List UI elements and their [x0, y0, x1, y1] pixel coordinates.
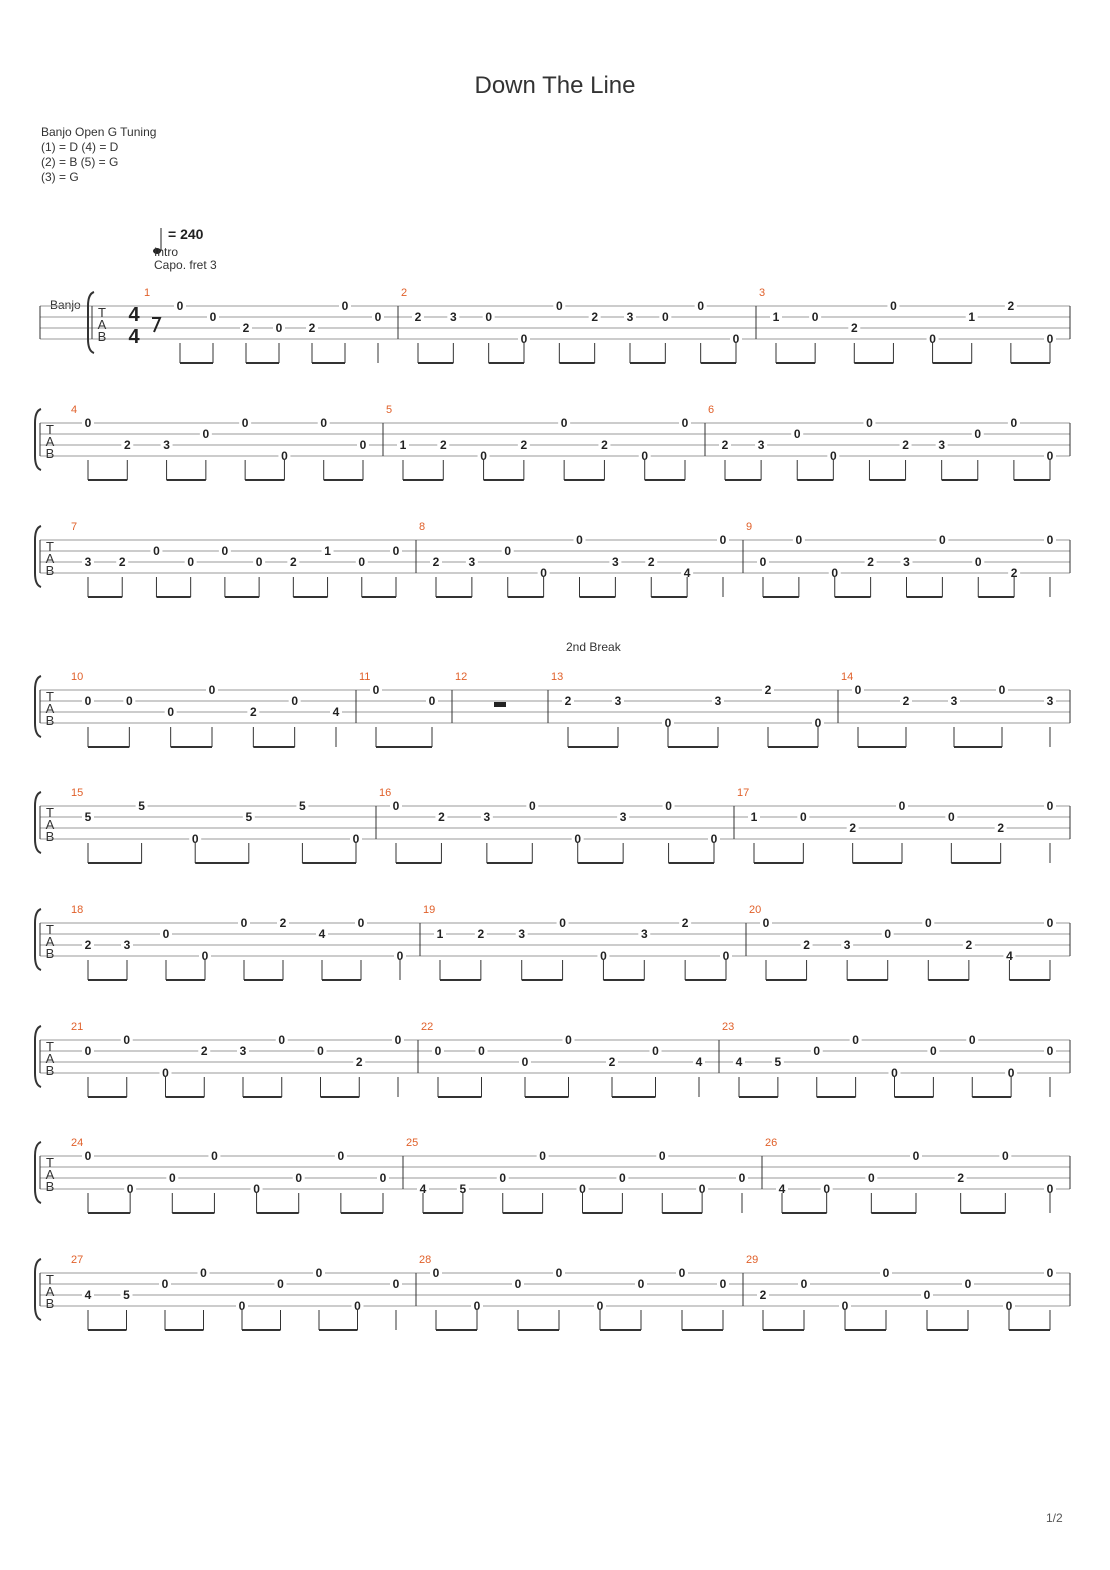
fret-number: 2: [279, 916, 287, 930]
tab-letter: T: [46, 1039, 54, 1054]
fret-number: 2: [520, 438, 528, 452]
fret-number: 0: [358, 555, 366, 569]
fret-number: 0: [499, 1171, 507, 1185]
measure-number: 22: [421, 1021, 434, 1033]
tuning-line: (1) = D (4) = D: [41, 140, 119, 154]
fret-number: 2: [591, 310, 599, 324]
fret-number: 0: [1046, 533, 1054, 547]
fret-number: 0: [559, 916, 566, 930]
tempo-bpm: 240: [180, 226, 204, 242]
fret-number: 2: [965, 938, 973, 952]
fret-number: 0: [854, 683, 862, 697]
fret-number: 0: [434, 1044, 442, 1058]
fret-number: 0: [428, 694, 436, 708]
tab-letter: A: [45, 1284, 55, 1299]
fret-number: 0: [1007, 1066, 1015, 1080]
fret-number: 0: [1046, 332, 1054, 346]
fret-number: 0: [795, 533, 803, 547]
measure-number: 9: [746, 521, 753, 533]
fret-number: 0: [209, 310, 217, 324]
fret-number: 2: [249, 705, 257, 719]
measure-number: 11: [359, 671, 371, 683]
fret-number: 0: [555, 299, 563, 313]
fret-number: 0: [168, 1171, 176, 1185]
measure-number: 20: [749, 904, 762, 916]
capo-text: Capo. fret 3: [154, 258, 217, 272]
fret-number: 0: [555, 1266, 563, 1280]
tab-letter: A: [45, 434, 55, 449]
fret-number: 2: [1007, 299, 1015, 313]
tab-letter: B: [45, 1179, 55, 1194]
fret-number: 0: [1046, 1266, 1054, 1280]
measure-number: 26: [765, 1137, 778, 1149]
fret-number: 2: [902, 694, 910, 708]
measure-number: 28: [419, 1254, 432, 1266]
measure-number: 6: [708, 404, 715, 416]
fret-number: 3: [449, 310, 457, 324]
section-label-2nd-break: 2nd Break: [566, 640, 621, 654]
fret-number: 0: [528, 799, 536, 813]
fret-number: 0: [84, 1044, 92, 1058]
fret-number: 0: [664, 716, 672, 730]
fret-number: 0: [354, 1299, 361, 1313]
fret-number: 0: [823, 1182, 831, 1196]
fret-number: 0: [719, 1277, 727, 1291]
fret-number: 0: [813, 1044, 821, 1058]
fret-number: 0: [698, 1182, 706, 1196]
fret-number: 0: [240, 916, 248, 930]
fret-number: 1: [750, 810, 758, 824]
fret-number: 0: [291, 694, 299, 708]
fret-number: 0: [923, 1288, 931, 1302]
fret-number: 4: [695, 1055, 703, 1069]
fret-number: 5: [459, 1182, 467, 1196]
fret-number: 0: [579, 1182, 586, 1196]
measure-number: 16: [379, 787, 392, 799]
measure-number: 17: [737, 787, 750, 799]
fret-number: 0: [1046, 799, 1054, 813]
fret-number: 0: [722, 949, 730, 963]
fret-number: 5: [245, 810, 253, 824]
fret-number: 0: [162, 1066, 169, 1080]
fret-number: 0: [974, 427, 982, 441]
fret-number: 0: [619, 1171, 626, 1185]
fret-number: 0: [191, 832, 199, 846]
fret-number: 0: [200, 1266, 207, 1280]
fret-number: 3: [163, 438, 170, 452]
fret-number: 0: [176, 299, 184, 313]
tab-letter: A: [45, 551, 55, 566]
fret-number: 1: [399, 438, 407, 452]
measure-number: 8: [419, 521, 426, 533]
fret-number: 0: [661, 310, 669, 324]
fret-number: 3: [950, 694, 958, 708]
fret-number: 3: [619, 810, 627, 824]
fret-number: 5: [774, 1055, 782, 1069]
fret-number: 0: [521, 1055, 529, 1069]
fret-number: 0: [697, 299, 705, 313]
measure-number: 1: [144, 287, 151, 299]
measure-number: 27: [71, 1254, 84, 1266]
fret-number: 2: [681, 916, 689, 930]
fret-number: 2: [289, 555, 297, 569]
fret-number: 0: [208, 683, 216, 697]
fret-number: 2: [601, 438, 608, 452]
fret-number: 0: [275, 321, 283, 335]
fret-number: 5: [299, 799, 306, 813]
measure-number: 23: [722, 1021, 735, 1033]
fret-number: 0: [1046, 1182, 1054, 1196]
measure-number: 15: [71, 787, 84, 799]
fret-number: 0: [831, 566, 839, 580]
fret-number: 4: [735, 1055, 743, 1069]
fret-number: 5: [123, 1288, 130, 1302]
fret-number: 0: [187, 555, 195, 569]
fret-number: 0: [392, 1277, 400, 1291]
fret-number: 0: [939, 533, 946, 547]
fret-number: 2: [477, 927, 485, 941]
tab-letter: B: [45, 563, 55, 578]
fret-number: 1: [436, 927, 444, 941]
fret-number: 0: [560, 416, 568, 430]
fret-number: 0: [317, 1044, 324, 1058]
fret-number: 0: [891, 1066, 898, 1080]
tab-letter: B: [97, 329, 107, 344]
tab-letter: B: [45, 946, 55, 961]
measure-number: 19: [423, 904, 436, 916]
fret-number: 0: [504, 544, 512, 558]
fret-number: 0: [341, 299, 349, 313]
fret-number: 5: [138, 799, 145, 813]
tab-letter: B: [45, 1296, 55, 1311]
fret-number: 0: [315, 1266, 323, 1280]
fret-number: 0: [153, 544, 160, 558]
fret-number: 2: [1010, 566, 1018, 580]
whole-rest-icon: [494, 702, 506, 707]
tuning-line: (3) = G: [41, 170, 79, 184]
fret-number: 2: [432, 555, 440, 569]
fret-number: 3: [239, 1044, 247, 1058]
fret-number: 0: [394, 1033, 402, 1047]
fret-number: 0: [759, 555, 767, 569]
fret-number: 0: [800, 1277, 808, 1291]
fret-number: 0: [473, 1299, 481, 1313]
measure-number: 14: [841, 671, 854, 683]
fret-number: 0: [357, 916, 365, 930]
tab-letter: B: [45, 713, 55, 728]
fret-number: 0: [974, 555, 982, 569]
fret-number: 0: [641, 449, 649, 463]
tab-letter: T: [46, 1155, 54, 1170]
fret-number: 4: [1006, 949, 1013, 963]
fret-number: 5: [84, 810, 92, 824]
measure-number: 3: [759, 287, 766, 299]
fret-number: 0: [84, 694, 92, 708]
tab-letter: B: [45, 446, 55, 461]
eighth-rest-icon: [152, 318, 160, 332]
fret-number: 3: [1046, 694, 1054, 708]
tab-letter: T: [46, 1272, 54, 1287]
fret-number: 0: [665, 799, 672, 813]
fret-number: 3: [757, 438, 765, 452]
fret-number: 0: [125, 694, 133, 708]
fret-number: 0: [1010, 416, 1018, 430]
fret-number: 0: [396, 949, 404, 963]
fret-number: 0: [123, 1033, 131, 1047]
fret-number: 0: [1046, 1044, 1054, 1058]
fret-number: 0: [337, 1149, 345, 1163]
fret-number: 0: [884, 927, 892, 941]
fret-number: 3: [843, 938, 851, 952]
fret-number: 0: [829, 449, 837, 463]
fret-number: 0: [281, 449, 288, 463]
fret-number: 0: [485, 310, 493, 324]
tab-letter: A: [45, 1167, 55, 1182]
fret-number: 3: [714, 694, 722, 708]
fret-number: 0: [221, 544, 229, 558]
fret-number: 4: [683, 566, 691, 580]
fret-number: 0: [379, 1171, 387, 1185]
fret-number: 4: [84, 1288, 92, 1302]
fret-number: 0: [929, 332, 936, 346]
fret-number: 0: [890, 299, 897, 313]
fret-number: 2: [803, 938, 810, 952]
page-number: 1/2: [1046, 1511, 1063, 1525]
fret-number: 0: [841, 1299, 849, 1313]
fret-number: 2: [764, 683, 772, 697]
fret-number: 2: [957, 1171, 965, 1185]
fret-number: 0: [814, 716, 822, 730]
fret-number: 0: [1046, 449, 1054, 463]
fret-number: 2: [759, 1288, 767, 1302]
fret-number: 0: [866, 416, 873, 430]
fret-number: 2: [721, 438, 729, 452]
fret-number: 3: [518, 927, 526, 941]
fret-number: 1: [968, 310, 976, 324]
fret-number: 0: [253, 1182, 260, 1196]
fret-number: 0: [811, 310, 819, 324]
fret-number: 0: [167, 705, 175, 719]
fret-number: 0: [162, 927, 170, 941]
fret-number: 0: [211, 1149, 218, 1163]
tuning-name: Banjo Open G Tuning: [41, 125, 157, 139]
fret-number: 0: [374, 310, 382, 324]
fret-number: 0: [710, 832, 718, 846]
fret-number: 1: [324, 544, 331, 558]
fret-number: 3: [903, 555, 910, 569]
fret-number: 0: [277, 1277, 284, 1291]
fret-number: 2: [647, 555, 655, 569]
fret-number: 0: [238, 1299, 246, 1313]
measure-number: 24: [71, 1137, 84, 1149]
instrument-label: Banjo: [50, 298, 81, 312]
fret-number: 0: [478, 1044, 485, 1058]
fret-number: 3: [640, 927, 648, 941]
tab-letter: T: [46, 805, 54, 820]
measure-number: 12: [455, 671, 468, 683]
fret-number: 3: [468, 555, 476, 569]
fret-number: 2: [118, 555, 126, 569]
fret-number: 4: [318, 927, 326, 941]
fret-number: 2: [123, 438, 131, 452]
fret-number: 1: [772, 310, 780, 324]
fret-number: 2: [84, 938, 92, 952]
fret-number: 0: [681, 416, 689, 430]
fret-number: 0: [947, 810, 955, 824]
fret-number: 0: [278, 1033, 286, 1047]
fret-number: 0: [255, 555, 263, 569]
tuning-line: (2) = B (5) = G: [41, 155, 119, 169]
fret-number: 0: [658, 1149, 666, 1163]
fret-number: 0: [1005, 1299, 1013, 1313]
fret-number: 0: [968, 1033, 976, 1047]
fret-number: 2: [849, 821, 857, 835]
fret-number: 0: [359, 438, 367, 452]
fret-number: 3: [612, 555, 619, 569]
fret-number: 0: [574, 832, 582, 846]
fret-number: 3: [123, 938, 131, 952]
measure-number: 18: [71, 904, 84, 916]
fret-number: 0: [540, 566, 547, 580]
fret-number: 0: [84, 1149, 92, 1163]
fret-number: 0: [320, 416, 328, 430]
fret-number: 0: [480, 449, 487, 463]
time-signature-top: 4: [128, 304, 140, 326]
fret-number: 0: [201, 949, 209, 963]
fret-number: 0: [514, 1277, 522, 1291]
fret-number: 0: [352, 832, 360, 846]
tab-letter: A: [45, 1051, 55, 1066]
fret-number: 0: [998, 683, 1006, 697]
fret-number: 4: [419, 1182, 427, 1196]
measure-number: 25: [406, 1137, 419, 1149]
fret-number: 0: [295, 1171, 303, 1185]
tab-letter: T: [46, 422, 54, 437]
fret-number: 0: [652, 1044, 659, 1058]
fret-number: 0: [924, 916, 932, 930]
fret-number: 0: [539, 1149, 546, 1163]
fret-number: 0: [882, 1266, 890, 1280]
fret-number: 0: [565, 1033, 572, 1047]
fret-number: 0: [392, 544, 400, 558]
tab-letter: T: [98, 305, 106, 320]
fret-number: 2: [564, 694, 572, 708]
fret-number: 0: [898, 799, 906, 813]
fret-number: 0: [799, 810, 807, 824]
tab-letter: B: [45, 1063, 55, 1078]
fret-number: 3: [483, 810, 491, 824]
tempo-prefix: =: [168, 226, 181, 242]
fret-number: 0: [596, 1299, 604, 1313]
fret-number: 0: [576, 533, 583, 547]
measure-number: 2: [401, 287, 408, 299]
tab-letter: A: [45, 701, 55, 716]
fret-number: 2: [200, 1044, 208, 1058]
fret-number: 2: [850, 321, 858, 335]
tab-letter: A: [97, 317, 107, 332]
fret-number: 0: [793, 427, 801, 441]
fret-number: 0: [930, 1044, 937, 1058]
fret-number: 3: [84, 555, 92, 569]
fret-number: 2: [608, 1055, 616, 1069]
measure-number: 10: [71, 671, 84, 683]
fret-number: 0: [852, 1033, 859, 1047]
measure-number: 13: [551, 671, 564, 683]
system-bracket: [88, 292, 94, 353]
fret-number: 3: [626, 310, 634, 324]
measure-number: 7: [71, 521, 78, 533]
fret-number: 3: [938, 438, 946, 452]
song-title: Down The Line: [474, 72, 636, 99]
fret-number: 0: [762, 916, 770, 930]
fret-number: 0: [202, 427, 210, 441]
fret-number: 2: [438, 810, 445, 824]
measure-number: 21: [71, 1021, 84, 1033]
fret-number: 0: [738, 1171, 746, 1185]
tab-letter: B: [45, 829, 55, 844]
fret-number: 2: [355, 1055, 363, 1069]
fret-number: 3: [614, 694, 622, 708]
fret-number: 2: [997, 821, 1005, 835]
tab-letter: A: [45, 934, 55, 949]
measure-number: 5: [386, 404, 393, 416]
tab-letter: T: [46, 922, 54, 937]
tab-letter: A: [45, 817, 55, 832]
fret-number: 2: [414, 310, 422, 324]
fret-number: 2: [439, 438, 447, 452]
fret-number: 2: [902, 438, 909, 452]
fret-number: 0: [637, 1277, 645, 1291]
fret-number: 0: [867, 1171, 875, 1185]
fret-number: 0: [372, 683, 380, 697]
fret-number: 0: [912, 1149, 920, 1163]
fret-number: 0: [1001, 1149, 1009, 1163]
fret-number: 4: [332, 705, 340, 719]
fret-number: 0: [432, 1266, 440, 1280]
measure-number: 29: [746, 1254, 759, 1266]
fret-number: 0: [241, 416, 249, 430]
tab-letter: T: [46, 689, 54, 704]
fret-number: 0: [392, 799, 400, 813]
measure-number: 4: [71, 404, 78, 416]
section-label-intro: Intro: [154, 245, 179, 259]
fret-number: 0: [600, 949, 607, 963]
tab-letter: T: [46, 539, 54, 554]
fret-number: 2: [308, 321, 316, 335]
fret-number: 0: [84, 416, 92, 430]
fret-number: 0: [719, 533, 727, 547]
fret-number: 0: [964, 1277, 972, 1291]
fret-number: 2: [242, 321, 250, 335]
fret-number: 0: [126, 1182, 134, 1196]
fret-number: 4: [778, 1182, 786, 1196]
fret-number: 0: [732, 332, 740, 346]
fret-number: 0: [678, 1266, 686, 1280]
fret-number: 0: [161, 1277, 169, 1291]
time-signature-bottom: 4: [128, 326, 140, 348]
fret-number: 0: [520, 332, 528, 346]
fret-number: 0: [1046, 916, 1054, 930]
fret-number: 2: [867, 555, 874, 569]
